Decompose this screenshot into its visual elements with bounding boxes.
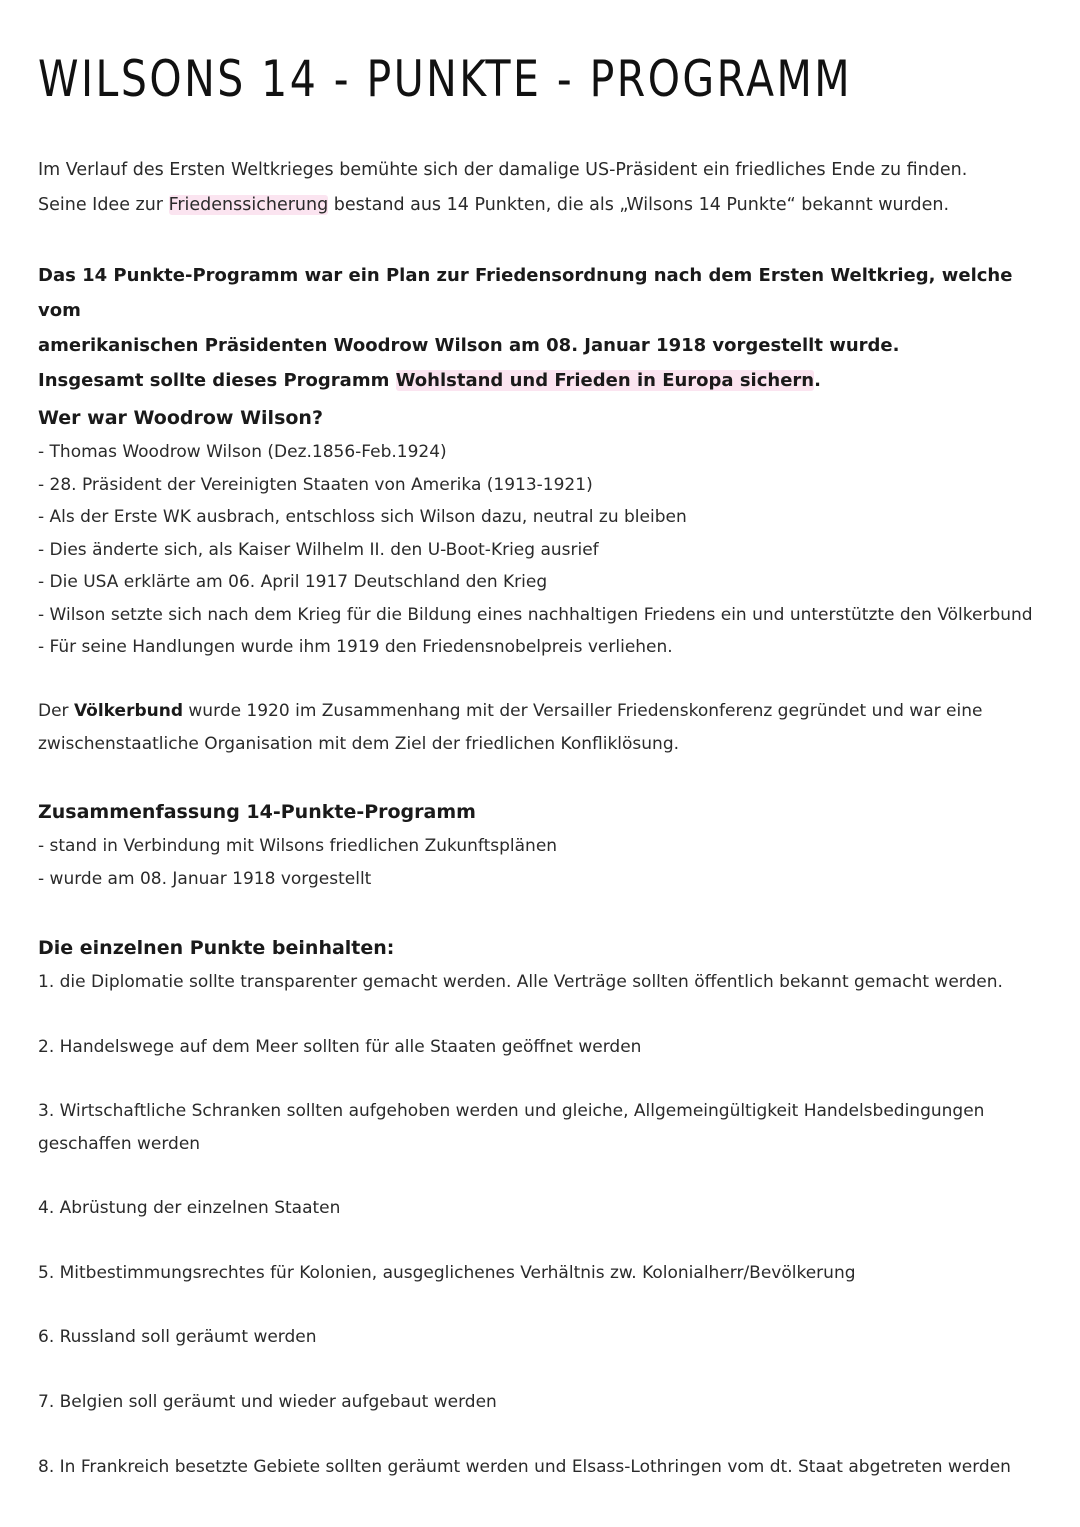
point-text: 3. Wirtschaftliche Schranken sollten aufgehoben werden und gleiche, Allgemeingültigkeit Handelsbedingungen (38, 1101, 985, 1121)
league-paragraph (38, 695, 1058, 760)
point-5 (38, 1257, 1058, 1290)
point-2 (38, 1031, 1058, 1064)
intro-line-1: Im Verlauf des Ersten Weltkrieges bemühte sich der damalige US-Präsident ein friedliches Ende zu finden. (38, 160, 968, 180)
summary-text: Insgesamt sollte dieses Programm (38, 370, 396, 391)
summary-line-1: Das 14 Punkte-Programm war ein Plan zur Friedensordnung nach dem Ersten Weltkrieg, welche vom (38, 265, 1013, 321)
points-section (38, 930, 1058, 966)
highlight-friedenssicherung: Friedenssicherung (168, 195, 329, 215)
league-text-end: wurde 1920 im Zusammenhang mit der Versailler Friedenskonferenz gegründet und war eine (183, 701, 983, 721)
point-text-continued: geschaffen werden (38, 1133, 201, 1154)
list-item: - Dies änderte sich, als Kaiser Wilhelm II. den U-Boot-Krieg ausrief (38, 539, 599, 560)
league-bold-term: Völkerbund (73, 701, 183, 721)
intro-text: Seine Idee zur (38, 195, 169, 215)
zusammenfassung-heading: Zusammenfassung 14-Punkte-Programm (38, 801, 476, 823)
list-item: - Als der Erste WK ausbrach, entschloss sich Wilson dazu, neutral zu bleiben (38, 507, 687, 527)
zusammenfassung-list (38, 830, 1058, 895)
point-1 (38, 966, 1058, 999)
point-7 (38, 1386, 1058, 1419)
intro-text-end: bestand aus 14 Punkten, die als „Wilsons 14 Punkte“ bekannt wurden. (328, 195, 950, 215)
who-heading: Wer war Woodrow Wilson? (38, 407, 323, 429)
summary-line-3 (38, 363, 1058, 398)
point-text: 4. Abrüstung der einzelnen Staaten (38, 1198, 341, 1218)
intro-paragraph (38, 153, 1058, 223)
list-item: - Für seine Handlungen wurde ihm 1919 den Friedensnobelpreis verliehen. (38, 637, 673, 657)
bold-summary-paragraph (38, 258, 1058, 398)
point-text: 5. Mitbestimmungsrechtes für Kolonien, ausgeglichenes Verhältnis zw. Kolonialherr/Bevölkerung (38, 1263, 856, 1283)
list-item: - Thomas Woodrow Wilson (Dez.1856-Feb.1924) (38, 442, 447, 462)
list-item: - 28. Präsident der Vereinigten Staaten von Amerika (1913-1921) (38, 474, 593, 495)
point-text: 8. In Frankreich besetzte Gebiete sollten geräumt werden und Elsass-Lothringen vom dt. Staat abgetreten werden (38, 1457, 1011, 1477)
who-list (38, 436, 1058, 664)
point-3 (38, 1095, 1058, 1160)
summary-period: . (814, 370, 821, 391)
point-text: 2. Handelswege auf dem Meer sollten für alle Staaten geöffnet werden (38, 1037, 642, 1057)
highlight-wohlstand: Wohlstand und Frieden in Europa sichern (395, 370, 815, 391)
zusammenfassung-section (38, 794, 1058, 895)
who-section (38, 400, 1058, 664)
summary-line-2: amerikanischen Präsidenten Woodrow Wilson am 08. Januar 1918 vorgestellt wurde. (38, 335, 900, 356)
list-item: - Die USA erklärte am 06. April 1917 Deutschland den Krieg (38, 572, 548, 592)
point-text: 1. die Diplomatie sollte transparenter gemacht werden. Alle Verträge sollten öffentlich bekannt gemacht werden. (38, 972, 1003, 992)
point-8 (38, 1451, 1058, 1484)
list-item: - stand in Verbindung mit Wilsons friedlichen Zukunftsplänen (38, 836, 558, 856)
point-text: 6. Russland soll geräumt werden (38, 1327, 317, 1347)
league-line-2: zwischenstaatliche Organisation mit dem Ziel der friedlichen Konfliklösung. (38, 733, 680, 754)
point-6 (38, 1321, 1058, 1354)
points-heading: Die einzelnen Punkte beinhalten: (38, 937, 395, 959)
list-item: - wurde am 08. Januar 1918 vorgestellt (38, 868, 372, 889)
list-item: - Wilson setzte sich nach dem Krieg für die Bildung eines nachhaltigen Friedens ein und unterstützte den Völkerbund (38, 604, 1033, 625)
point-4 (38, 1192, 1058, 1225)
league-line-1 (38, 695, 1058, 728)
page-title: WILSONS 14 - PUNKTE - PROGRAMM (38, 50, 853, 108)
point-text: 7. Belgien soll geräumt und wieder aufgebaut werden (38, 1392, 497, 1412)
league-text: Der (38, 701, 74, 721)
intro-line-2 (38, 188, 1058, 223)
